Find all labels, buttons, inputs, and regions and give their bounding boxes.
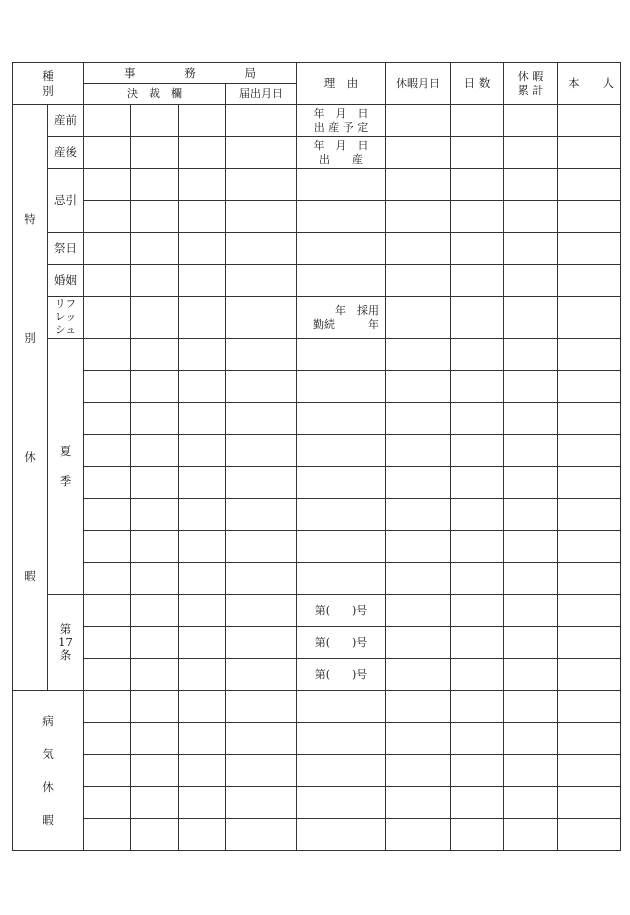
days-header: 日 数 <box>451 63 504 105</box>
prenatal-reason <box>297 105 386 137</box>
row-summer <box>13 371 621 403</box>
row-summer <box>13 531 621 563</box>
cell[interactable] <box>131 105 179 137</box>
cell[interactable] <box>386 297 451 339</box>
cell[interactable] <box>226 499 297 531</box>
cell[interactable] <box>504 201 558 233</box>
cell[interactable] <box>131 563 179 595</box>
cell[interactable] <box>226 137 297 169</box>
marriage-label: 婚姻 <box>48 265 84 297</box>
cell[interactable] <box>226 297 297 339</box>
cell[interactable] <box>504 627 558 659</box>
cell[interactable] <box>131 595 179 627</box>
row-article17 <box>13 595 621 627</box>
cell[interactable] <box>179 499 226 531</box>
cell[interactable] <box>504 105 558 137</box>
cell[interactable] <box>504 659 558 691</box>
person-header <box>558 63 621 105</box>
cell[interactable] <box>84 499 131 531</box>
refresh-reason-line1: 年 採用 <box>335 304 379 318</box>
cell[interactable] <box>558 137 621 169</box>
cell[interactable] <box>131 265 179 297</box>
cell[interactable] <box>451 371 504 403</box>
cell[interactable] <box>386 723 451 755</box>
cell[interactable] <box>451 755 504 787</box>
cell[interactable] <box>179 755 226 787</box>
type-header <box>13 63 84 105</box>
row-ritual <box>13 233 621 265</box>
row-mourning <box>13 169 621 201</box>
cell[interactable] <box>386 627 451 659</box>
person-char-1: 本 <box>568 76 580 91</box>
cell[interactable] <box>179 265 226 297</box>
cell[interactable] <box>84 435 131 467</box>
cell[interactable] <box>558 201 621 233</box>
cell[interactable] <box>558 691 621 723</box>
special-char-4: 暇 <box>24 568 36 583</box>
cell[interactable] <box>84 787 131 819</box>
cell[interactable] <box>131 169 179 201</box>
cell[interactable] <box>297 233 386 265</box>
cell[interactable] <box>558 659 621 691</box>
cell[interactable] <box>297 169 386 201</box>
cell[interactable] <box>451 137 504 169</box>
cell[interactable] <box>451 105 504 137</box>
row-summer <box>13 499 621 531</box>
cell[interactable] <box>297 787 386 819</box>
cell[interactable] <box>84 265 131 297</box>
cell[interactable] <box>131 723 179 755</box>
cell[interactable] <box>451 787 504 819</box>
cell[interactable] <box>226 595 297 627</box>
cell[interactable] <box>226 201 297 233</box>
row-postnatal <box>13 137 621 169</box>
cell[interactable] <box>451 595 504 627</box>
cell[interactable] <box>297 819 386 851</box>
refresh-label <box>48 297 84 339</box>
cell[interactable] <box>84 627 131 659</box>
cell[interactable] <box>504 403 558 435</box>
cell[interactable] <box>504 467 558 499</box>
type-header-text: 種 別 <box>42 69 66 98</box>
cell[interactable] <box>297 371 386 403</box>
cell[interactable] <box>84 691 131 723</box>
cell[interactable] <box>131 339 179 371</box>
cell[interactable] <box>386 467 451 499</box>
cell[interactable] <box>226 563 297 595</box>
cell[interactable] <box>558 819 621 851</box>
row-sick <box>13 787 621 819</box>
cell[interactable] <box>179 137 226 169</box>
cell[interactable] <box>451 467 504 499</box>
cell[interactable] <box>226 691 297 723</box>
cell[interactable] <box>504 265 558 297</box>
cell[interactable] <box>558 339 621 371</box>
cell[interactable] <box>451 233 504 265</box>
cell[interactable] <box>451 265 504 297</box>
row-sick <box>13 819 621 851</box>
cell[interactable] <box>558 169 621 201</box>
cell[interactable] <box>297 755 386 787</box>
article17-label <box>48 595 84 691</box>
sick-char-1: 病 <box>42 714 54 728</box>
row-mourning <box>13 201 621 233</box>
cell[interactable] <box>179 819 226 851</box>
row-summer <box>13 339 621 371</box>
cell[interactable] <box>504 435 558 467</box>
cell[interactable] <box>179 297 226 339</box>
cell[interactable] <box>451 691 504 723</box>
cell[interactable] <box>179 691 226 723</box>
cell[interactable] <box>558 371 621 403</box>
cell[interactable] <box>226 659 297 691</box>
cell[interactable] <box>226 265 297 297</box>
cell[interactable] <box>504 233 558 265</box>
cell[interactable] <box>84 563 131 595</box>
cell[interactable] <box>226 233 297 265</box>
cell[interactable] <box>504 297 558 339</box>
cell[interactable] <box>84 169 131 201</box>
cell[interactable] <box>226 787 297 819</box>
cell[interactable] <box>386 435 451 467</box>
refresh-reason-line2: 勤続 年 <box>313 317 379 331</box>
cell[interactable] <box>131 627 179 659</box>
postnatal-label: 産後 <box>48 137 84 169</box>
cell[interactable] <box>504 819 558 851</box>
cell[interactable] <box>179 339 226 371</box>
cell[interactable] <box>226 723 297 755</box>
cell[interactable] <box>386 659 451 691</box>
postnatal-reason <box>297 137 386 169</box>
row-article17 <box>13 659 621 691</box>
cell[interactable] <box>131 659 179 691</box>
cell[interactable] <box>386 105 451 137</box>
person-char-2: 人 <box>602 76 614 91</box>
cell[interactable] <box>84 531 131 563</box>
row-summer <box>13 435 621 467</box>
office-char-3: 局 <box>244 65 256 80</box>
cell[interactable] <box>226 371 297 403</box>
cell[interactable] <box>504 339 558 371</box>
article17-reason: 第( )号 <box>297 595 386 627</box>
cell[interactable] <box>451 169 504 201</box>
article17-char-1: 第 <box>59 621 72 636</box>
refresh-label-1: リフ <box>55 297 76 310</box>
summer-char-1: 夏 <box>59 443 72 458</box>
cell[interactable] <box>558 499 621 531</box>
leave-date-header: 休暇月日 <box>386 63 451 105</box>
cell[interactable] <box>504 595 558 627</box>
cell[interactable] <box>451 723 504 755</box>
cell[interactable] <box>297 403 386 435</box>
cell[interactable] <box>179 371 226 403</box>
cell[interactable] <box>131 403 179 435</box>
cell[interactable] <box>226 467 297 499</box>
cell[interactable] <box>179 403 226 435</box>
mourning-label: 忌引 <box>48 169 84 233</box>
cell[interactable] <box>226 169 297 201</box>
row-summer <box>13 467 621 499</box>
cell[interactable] <box>226 627 297 659</box>
filed-date-header: 届出月日 <box>226 84 297 105</box>
cell[interactable] <box>558 467 621 499</box>
cell[interactable] <box>84 137 131 169</box>
office-char-2: 務 <box>184 65 196 80</box>
cell[interactable] <box>504 787 558 819</box>
row-sick <box>13 723 621 755</box>
summer-char-2: 季 <box>59 473 72 488</box>
cell[interactable] <box>504 755 558 787</box>
cell[interactable] <box>131 819 179 851</box>
cell[interactable] <box>84 339 131 371</box>
cell[interactable] <box>179 233 226 265</box>
row-sick <box>13 691 621 723</box>
cell[interactable] <box>504 531 558 563</box>
cell[interactable] <box>131 137 179 169</box>
cell[interactable] <box>451 499 504 531</box>
cell[interactable] <box>558 403 621 435</box>
cell[interactable] <box>386 563 451 595</box>
summer-label <box>48 339 84 595</box>
cell[interactable] <box>451 339 504 371</box>
cell[interactable] <box>131 691 179 723</box>
cell[interactable] <box>297 265 386 297</box>
cell[interactable] <box>451 201 504 233</box>
cell[interactable] <box>297 691 386 723</box>
cell[interactable] <box>451 819 504 851</box>
refresh-label-3: シュ <box>55 324 76 337</box>
cell[interactable] <box>451 297 504 339</box>
cell[interactable] <box>558 531 621 563</box>
cell[interactable] <box>131 201 179 233</box>
cell[interactable] <box>504 371 558 403</box>
cell[interactable] <box>504 563 558 595</box>
cell[interactable] <box>131 755 179 787</box>
row-refresh <box>13 297 621 339</box>
cell[interactable] <box>131 297 179 339</box>
article17-reason: 第( )号 <box>297 659 386 691</box>
cell[interactable] <box>558 755 621 787</box>
cell[interactable] <box>131 787 179 819</box>
sick-char-4: 暇 <box>42 812 54 827</box>
cell[interactable] <box>226 105 297 137</box>
cell[interactable] <box>558 563 621 595</box>
cell[interactable] <box>226 819 297 851</box>
special-leave-label <box>13 105 48 691</box>
cell[interactable] <box>558 265 621 297</box>
cell[interactable] <box>84 403 131 435</box>
cell[interactable] <box>386 169 451 201</box>
cell[interactable] <box>84 233 131 265</box>
cell[interactable] <box>226 339 297 371</box>
sick-char-3: 休 <box>42 779 54 794</box>
cell[interactable] <box>179 723 226 755</box>
row-article17 <box>13 627 621 659</box>
cell[interactable] <box>297 339 386 371</box>
cell[interactable] <box>297 435 386 467</box>
cell[interactable] <box>84 105 131 137</box>
cell[interactable] <box>386 595 451 627</box>
cell[interactable] <box>558 297 621 339</box>
cell[interactable] <box>451 403 504 435</box>
cell[interactable] <box>297 723 386 755</box>
cell[interactable] <box>84 467 131 499</box>
cell[interactable] <box>179 169 226 201</box>
cell[interactable] <box>558 627 621 659</box>
cell[interactable] <box>226 755 297 787</box>
row-summer <box>13 563 621 595</box>
cumulative-header-line1: 休 暇 <box>517 69 544 83</box>
cell[interactable] <box>226 435 297 467</box>
cell[interactable] <box>226 403 297 435</box>
sick-leave-label <box>13 691 84 851</box>
cell[interactable] <box>504 137 558 169</box>
prenatal-reason-line2: 出 産 予 定 <box>313 120 369 134</box>
cell[interactable] <box>504 499 558 531</box>
postnatal-reason-line1: 年 月 日 <box>313 139 369 153</box>
approval-header: 決 裁 欄 <box>84 84 226 105</box>
cell[interactable] <box>386 755 451 787</box>
cell[interactable] <box>386 233 451 265</box>
cell[interactable] <box>297 531 386 563</box>
cell[interactable] <box>84 595 131 627</box>
cell[interactable] <box>131 371 179 403</box>
article17-char-3: 条 <box>59 648 72 663</box>
cell[interactable] <box>451 627 504 659</box>
special-char-1: 特 <box>24 212 36 226</box>
cell[interactable] <box>386 339 451 371</box>
row-prenatal <box>13 105 621 137</box>
cell[interactable] <box>131 233 179 265</box>
cell[interactable] <box>504 723 558 755</box>
cell[interactable] <box>451 435 504 467</box>
cell[interactable] <box>297 467 386 499</box>
cell[interactable] <box>131 499 179 531</box>
row-marriage <box>13 265 621 297</box>
cell[interactable] <box>84 297 131 339</box>
postnatal-reason-line2: 出 産 <box>319 152 363 166</box>
cell[interactable] <box>297 201 386 233</box>
office-char-1: 事 <box>124 65 136 80</box>
cell[interactable] <box>386 691 451 723</box>
cell[interactable] <box>84 371 131 403</box>
cell[interactable] <box>386 137 451 169</box>
cell[interactable] <box>504 169 558 201</box>
cell[interactable] <box>451 659 504 691</box>
ritual-label: 祭日 <box>48 233 84 265</box>
cell[interactable] <box>386 787 451 819</box>
cell[interactable] <box>84 659 131 691</box>
cell[interactable] <box>179 467 226 499</box>
prenatal-reason-line1: 年 月 日 <box>313 107 369 121</box>
cell[interactable] <box>386 531 451 563</box>
cell[interactable] <box>504 691 558 723</box>
office-header <box>84 63 297 84</box>
sick-char-2: 気 <box>42 746 54 761</box>
prenatal-label: 産前 <box>48 105 84 137</box>
row-summer <box>13 403 621 435</box>
cell[interactable] <box>386 819 451 851</box>
cell[interactable] <box>451 531 504 563</box>
cell[interactable] <box>131 435 179 467</box>
article17-reason: 第( )号 <box>297 627 386 659</box>
cell[interactable] <box>179 201 226 233</box>
cell[interactable] <box>131 467 179 499</box>
cell[interactable] <box>558 233 621 265</box>
cell[interactable] <box>179 627 226 659</box>
cell[interactable] <box>179 531 226 563</box>
cell[interactable] <box>179 105 226 137</box>
cell[interactable] <box>558 435 621 467</box>
cell[interactable] <box>386 265 451 297</box>
cell[interactable] <box>179 659 226 691</box>
leave-table <box>12 62 621 851</box>
special-char-2: 別 <box>24 330 36 345</box>
cell[interactable] <box>84 819 131 851</box>
cell[interactable] <box>558 105 621 137</box>
cell[interactable] <box>179 595 226 627</box>
reason-header: 理 由 <box>297 63 386 105</box>
cell[interactable] <box>297 563 386 595</box>
cell[interactable] <box>84 755 131 787</box>
cell[interactable] <box>386 403 451 435</box>
cell[interactable] <box>558 787 621 819</box>
cell[interactable] <box>179 435 226 467</box>
cell[interactable] <box>179 563 226 595</box>
cell[interactable] <box>297 499 386 531</box>
cell[interactable] <box>558 723 621 755</box>
cell[interactable] <box>558 595 621 627</box>
refresh-label-2: レッ <box>55 310 76 323</box>
article17-char-2: 17 <box>58 634 73 649</box>
row-sick <box>13 755 621 787</box>
cell[interactable] <box>451 563 504 595</box>
cell[interactable] <box>386 371 451 403</box>
special-char-3: 休 <box>24 449 36 464</box>
refresh-reason <box>297 297 386 339</box>
cell[interactable] <box>179 787 226 819</box>
cell[interactable] <box>84 201 131 233</box>
cell[interactable] <box>386 499 451 531</box>
cell[interactable] <box>386 201 451 233</box>
cumulative-header-line2: 累 計 <box>517 83 544 97</box>
cell[interactable] <box>226 531 297 563</box>
cumulative-header <box>504 63 558 105</box>
cell[interactable] <box>131 531 179 563</box>
cell[interactable] <box>84 723 131 755</box>
